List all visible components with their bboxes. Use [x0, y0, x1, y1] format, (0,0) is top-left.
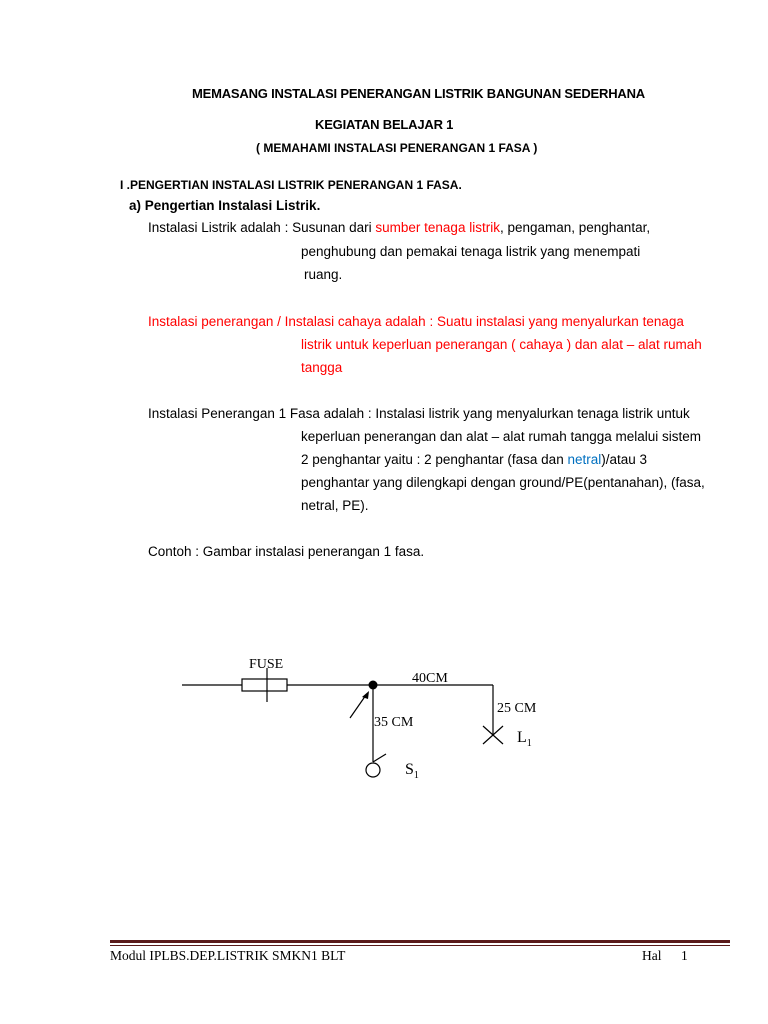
definition-prefix: Instalasi Listrik adalah : Susunan dari: [148, 220, 376, 235]
definition-line: tangga: [301, 360, 343, 375]
switch-label: $S_1$: [405, 761, 419, 781]
section-heading: I .PENGERTIAN INSTALASI LISTRIK PENERANGAN 1 FASA.: [120, 178, 462, 192]
definition-instalasi-listrik: [148, 216, 650, 239]
highlight-sumber-tenaga: sumber tenaga listrik: [375, 220, 500, 235]
definition-line: keperluan penerangan dan alat – alat rumah tangga melalui sistem: [301, 429, 702, 444]
definition-penerangan-1-fasa: Instalasi Penerangan 1 Fasa adalah : Instalasi listrik yang menyalurkan tenaga listrik untuk: [148, 406, 690, 421]
junction-dot: [369, 681, 378, 690]
definition-line-suffix: )/atau 3: [601, 452, 648, 467]
definition-line: listrik untuk keperluan penerangan ( cahaya ) dan alat – alat rumah: [301, 337, 702, 352]
section-subheading: a) Pengertian Instalasi Listrik.: [129, 198, 321, 213]
activity-title: KEGIATAN BELAJAR 1: [315, 117, 454, 132]
definition-line: [301, 448, 647, 471]
footer-rule-thick: [110, 940, 730, 943]
activity-subtitle: ( MEMAHAMI INSTALASI PENERANGAN 1 FASA ): [256, 141, 538, 155]
lamp-label: $L_1$: [517, 729, 532, 749]
switch-lever: [373, 754, 386, 762]
junction-arrowhead: [362, 691, 369, 699]
fuse-label: FUSE: [249, 657, 284, 672]
footer-page-number: 1: [681, 948, 688, 963]
dimension-horizontal: 40CM: [412, 671, 448, 686]
definition-instalasi-penerangan: Instalasi penerangan / Instalasi cahaya adalah : Suatu instalasi yang menyalurkan tenaga: [148, 314, 684, 329]
switch-symbol: [366, 763, 380, 777]
document-title: MEMASANG INSTALASI PENERANGAN LISTRIK BANGUNAN SEDERHANA: [192, 86, 645, 101]
definition-line: netral, PE).: [301, 498, 369, 513]
junction-arrow: [350, 695, 366, 718]
footer-page-label: Hal: [642, 948, 662, 963]
highlight-netral: netral: [567, 452, 602, 467]
footer-rule-thin: [110, 945, 730, 946]
definition-suffix: , pengaman, penghantar,: [499, 220, 651, 235]
footer-module: Modul IPLBS.DEP.LISTRIK SMKN1 BLT: [110, 948, 346, 963]
definition-line: penghantar yang dilengkapi dengan ground/PE(pentanahan), (fasa,: [301, 475, 705, 490]
fuse-symbol: [242, 679, 287, 691]
dimension-lamp-drop: 25 CM: [497, 701, 537, 716]
definition-line-prefix: 2 penghantar yaitu : 2 penghantar (fasa dan: [301, 452, 568, 467]
wiring-diagram: [0, 640, 768, 790]
definition-line: penghubung dan pemakai tenaga listrik yang menempati: [301, 244, 641, 259]
example-caption: Contoh : Gambar instalasi penerangan 1 fasa.: [148, 544, 425, 559]
definition-line: ruang.: [304, 267, 343, 282]
dimension-switch-drop: 35 CM: [374, 715, 414, 730]
